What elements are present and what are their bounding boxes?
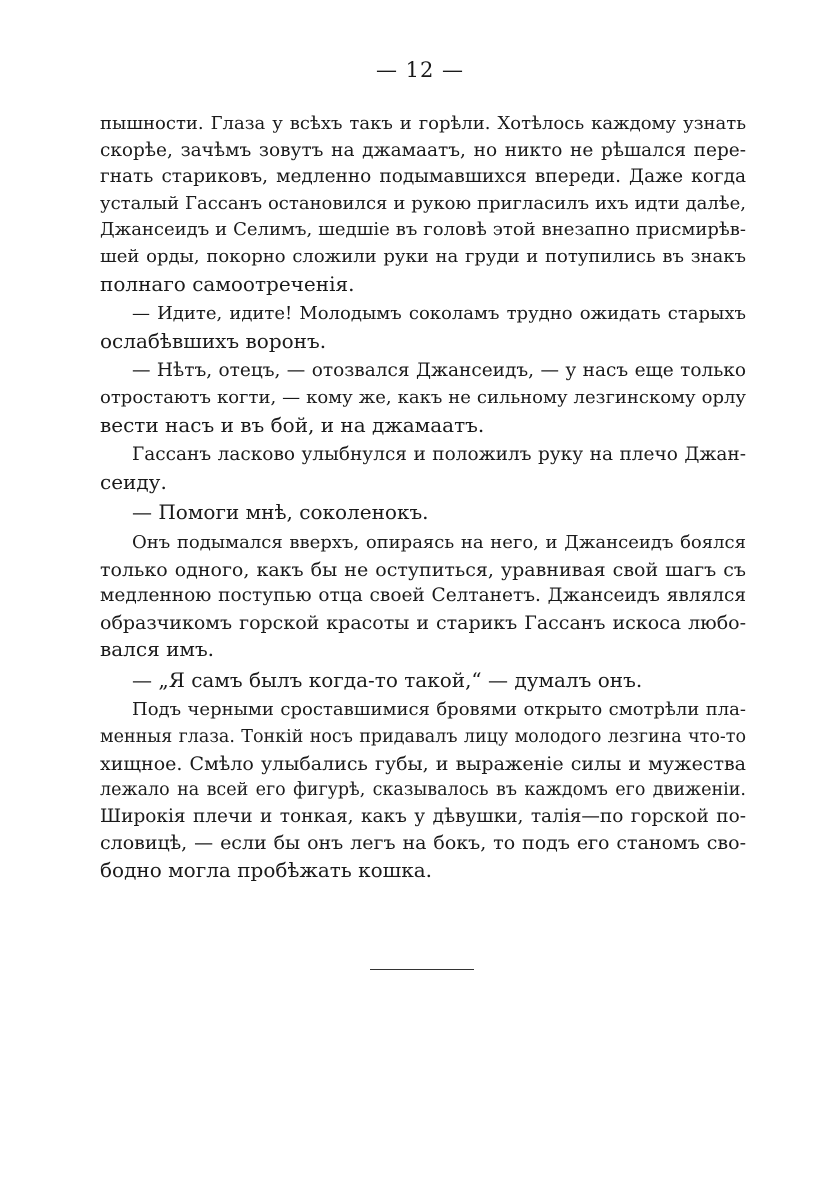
text-line: лежало на всей его фигурѣ, сказывалось въ каждомъ его движеніи. (100, 780, 746, 801)
text-line: вести насъ и въ бой, и на джамаатъ. (100, 412, 485, 437)
paragraph (100, 301, 746, 354)
text-line: хищное. Смѣло улыбались губы, и выраженіе силы и мужества (100, 752, 746, 775)
text-line: шей орды, покорно сложили руки на груди и потупились въ знакъ (100, 245, 746, 267)
text-line: Онъ подымался вверхъ, опираясь на него, и Джансеидъ боялся (132, 531, 746, 553)
body-text (100, 111, 746, 884)
paragraph (100, 530, 746, 663)
page-number: — 12 — (375, 58, 465, 82)
text-line: Подъ черными сроставшимися бровями открыто смотрѣли пла- (132, 699, 746, 721)
text-line: отростаютъ когти, — кому же, какъ не сильному лезгинскому орлу (100, 386, 746, 408)
text-line: пышности. Глаза у всѣхъ такъ и горѣли. Хотѣлось каждому узнать (100, 113, 746, 134)
text-line: полнаго самоотреченія. (100, 271, 355, 296)
text-line: бодно могла пробѣжать кошка. (100, 858, 433, 883)
text-line: скорѣе, зачѣмъ зовутъ на джамаатъ, но никто не рѣшался пере- (100, 139, 746, 161)
text-line: словицѣ, — если бы онъ легъ на бокъ, то подъ его станомъ сво- (100, 832, 746, 855)
text-line: менныя глаза. Тонкій носъ придавалъ лицу молодого лезгина что-то (100, 727, 746, 748)
text-line: вался имъ. (100, 637, 215, 662)
paragraph (100, 111, 746, 297)
end-rule-divider (370, 969, 474, 970)
paragraph (100, 499, 746, 526)
text-line: усталый Гассанъ остановился и рукою пригласилъ ихъ идти далѣе, (100, 192, 746, 214)
paragraph (100, 667, 746, 694)
text-line: только одного, какъ бы не оступиться, уравнивая свой шагъ съ (100, 558, 746, 581)
text-line: Джансеидъ и Селимъ, шедшіе въ головѣ этой внезапно присмирѣв- (100, 219, 746, 241)
text-line: гнать стариковъ, медленно подымавшихся впереди. Даже когда (100, 166, 746, 188)
text-line: Широкія плечи и тонкая, какъ у дѣвушки, талія—по горской по- (100, 805, 746, 827)
text-line: ослабѣвшихъ воронъ. (100, 328, 327, 353)
paragraph (100, 442, 746, 495)
text-line: образчикомъ горской красоты и старикъ Гассанъ искоса любо- (100, 611, 746, 634)
text-line: — Идите, идите! Молодымъ соколамъ трудно ожидать старыхъ (132, 303, 746, 325)
text-line: медленною поступью отца своей Селтанетъ. Джансеидъ являлся (100, 585, 746, 607)
text-line: — Нѣтъ, отецъ, — отозвался Джансеидъ, — у насъ еще только (132, 360, 746, 382)
paragraph (100, 697, 746, 883)
paragraph (100, 358, 746, 438)
text-line: — „Я самъ былъ когда-то такой,“ — думалъ онъ. (132, 667, 643, 692)
text-line: — Помоги мнѣ, соколенокъ. (132, 500, 429, 525)
text-line: сеиду. (100, 469, 167, 494)
text-line: Гассанъ ласково улыбнулся и положилъ руку на плечо Джан- (132, 444, 746, 466)
